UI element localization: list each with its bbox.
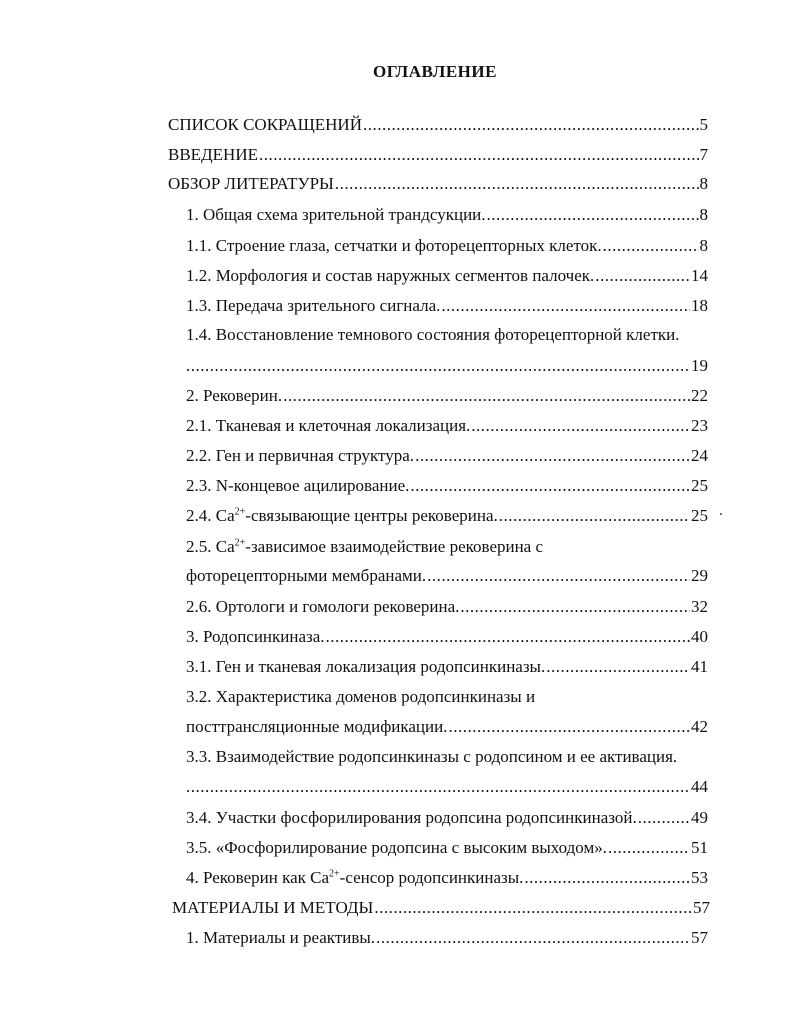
toc-leader (471, 415, 690, 437)
toc-label: ВВЕДЕНИЕ (168, 145, 258, 164)
toc-entry-abbreviations[interactable] (168, 114, 708, 136)
toc-page-number: 18 (691, 296, 708, 315)
toc-leader (283, 385, 690, 407)
toc-leader (441, 295, 690, 317)
toc-leader (326, 626, 690, 648)
toc-entry-literature-review[interactable] (168, 173, 708, 195)
toc-page-number: 19 (691, 356, 708, 375)
toc-page-number: 23 (691, 416, 708, 435)
toc-entry[interactable] (186, 235, 708, 257)
toc-label: фоторецепторными мембранами. (186, 566, 427, 585)
toc-page-number: 51 (691, 838, 708, 857)
toc-page-number: 57 (691, 928, 708, 947)
toc-label: 2.1. Тканевая и клеточная локализация. (186, 416, 471, 435)
toc-label: 1.3. Передача зрительного сигнала. (186, 296, 441, 315)
toc-leader (415, 445, 690, 467)
toc-entry-introduction[interactable] (168, 144, 708, 166)
toc-leader (427, 565, 690, 587)
toc-leader (499, 505, 690, 527)
toc-page-number: 57 (693, 898, 710, 917)
toc-page-number: 40 (691, 627, 708, 646)
toc-entry-materials-methods[interactable] (172, 897, 710, 919)
toc-leader (487, 204, 699, 226)
toc-label: 2.2. Ген и первичная структура. (186, 446, 415, 465)
toc-entry-continuation[interactable] (186, 716, 708, 738)
toc-page-number: 7 (699, 145, 708, 164)
toc-page-number: 25 (691, 476, 708, 495)
toc-page-number: 22 (691, 386, 708, 405)
toc-entry[interactable] (186, 596, 708, 618)
toc-page-number: 32 (691, 597, 708, 616)
toc-page-number: 44 (691, 777, 708, 796)
toc-page-number: 24 (691, 446, 708, 465)
toc-page-number: 8 (699, 174, 708, 193)
toc-label: 2.6. Ортологи и гомологи рековерина. (186, 597, 460, 616)
toc-leader (259, 144, 699, 166)
toc-entry[interactable] (186, 475, 708, 497)
toc-leader (638, 807, 690, 829)
toc-label: 3.1. Ген и тканевая локализация родопсинкиназы. (186, 657, 546, 676)
toc-entry-continuation[interactable] (186, 565, 708, 587)
toc-entry[interactable] (186, 867, 708, 889)
toc-entry[interactable] (186, 204, 708, 226)
page-title: ОГЛАВЛЕНИЕ (373, 62, 497, 81)
toc-page-number: 25 (691, 506, 708, 525)
toc-label: 1. Материалы и реактивы. (186, 928, 376, 947)
toc-page-number: 29 (691, 566, 708, 585)
toc-leader (335, 173, 699, 195)
toc-leader (524, 867, 690, 889)
toc-label: 1. Общая схема зрительной трандсукции. (186, 205, 486, 224)
toc-entry-line1[interactable]: 1.4. Восстановление темнового состояния фоторецепторной клетки. (186, 325, 680, 344)
toc-page-number: 49 (691, 808, 708, 827)
toc-leader (363, 114, 699, 136)
toc-label: 2.4. $Ca^{2+}$-связывающие центры рековерина. (186, 506, 498, 525)
toc-entry-line1[interactable]: 2.5. $Ca^{2+}$-зависимое взаимодействие рековерина с (186, 537, 544, 556)
toc-leader (448, 716, 690, 738)
toc-leader (595, 265, 690, 287)
toc-entry-continuation[interactable] (186, 355, 708, 377)
toc-leader (374, 897, 692, 919)
toc-entry[interactable] (186, 807, 708, 829)
toc-entry[interactable] (186, 626, 708, 648)
toc-entry[interactable] (186, 385, 708, 407)
toc-label: 3.4. Участки фосфорилирования родопсина родопсинкиназой. (186, 808, 637, 827)
toc-leader (608, 837, 690, 859)
toc-label: 4. Рековерин как $Ca^{2+}$-сенсор родопсинкиназы. (186, 868, 524, 887)
toc-label: 3. Родопсинкиназа. (186, 627, 325, 646)
toc-label: 3.5. «Фосфорилирование родопсина с высоким выходом». (186, 838, 607, 857)
toc-label: 2.3. N-концевое ацилирование. (186, 476, 410, 495)
toc-entry[interactable] (186, 505, 708, 527)
toc-page-number: 41 (691, 657, 708, 676)
toc-label: посттрансляционные модификации. (186, 717, 448, 736)
toc-leader (186, 776, 690, 798)
toc-entry[interactable] (186, 656, 708, 678)
toc-leader (460, 596, 690, 618)
toc-page-number: 14 (691, 266, 708, 285)
toc-entry[interactable] (186, 837, 708, 859)
toc-label: 2. Рековерин. (186, 386, 283, 405)
scan-speck (720, 513, 722, 515)
toc-label: ОБЗОР ЛИТЕРАТУРЫ (168, 174, 334, 193)
toc-page-number: 53 (691, 868, 708, 887)
toc-label: 1.2. Морфология и состав наружных сегментов палочек. (186, 266, 595, 285)
toc-page-number: 5 (699, 115, 708, 134)
toc-label: 1.1. Строение глаза, сетчатки и фоторецепторных клеток. (186, 236, 602, 255)
toc-page-number: 42 (691, 717, 708, 736)
toc-leader (410, 475, 690, 497)
toc-leader (376, 927, 690, 949)
toc-entry-continuation[interactable] (186, 776, 708, 798)
toc-leader (186, 355, 690, 377)
toc-entry[interactable] (186, 265, 708, 287)
toc-entry-line1[interactable]: 3.2. Характеристика доменов родопсинкиназы и (186, 687, 536, 706)
toc-label: СПИСОК СОКРАЩЕНИЙ (168, 115, 362, 134)
toc-entry[interactable] (186, 295, 708, 317)
toc-entry[interactable] (186, 415, 708, 437)
toc-entry[interactable] (186, 927, 708, 949)
toc-label: МАТЕРИАЛЫ И МЕТОДЫ (172, 898, 374, 917)
toc-page-number: 8 (699, 205, 708, 224)
toc-entry-line1[interactable]: 3.3. Взаимодействие родопсинкиназы с родопсином и ее активация. (186, 747, 678, 766)
toc-entry[interactable] (186, 445, 708, 467)
toc-leader (546, 656, 690, 678)
toc-leader (603, 235, 699, 257)
toc-page-number: 8 (699, 236, 708, 255)
